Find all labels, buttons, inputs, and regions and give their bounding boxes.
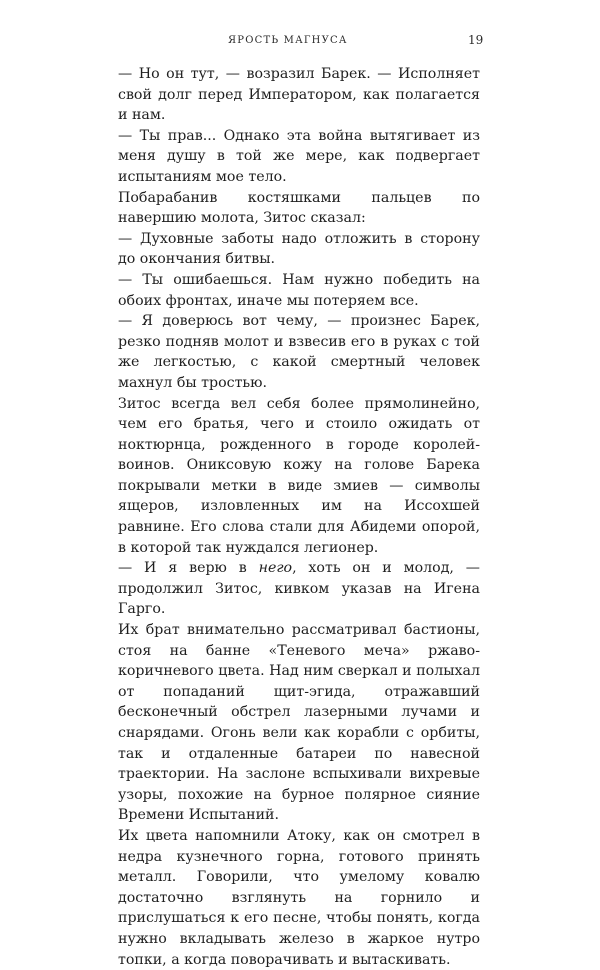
paragraph: Зитос всегда вел себя более прямолинейно, чем его братья, чего и стоило ожидать от ноктюрнца, рожденного в городе королей-воинов. Ониксовую кожу на голове Барека покрывали метки в виде змиев — символы ящеров, изловленных им на Иссохшей равнине. Его слова стали для Абидеми опорой, в которой так нуждался легионер. [118,395,480,556]
page-number: 19 [468,33,484,47]
paragraph: Побарабанив костяшками пальцев по навершию молота, Зитос сказал: [118,189,480,227]
paragraph: — Ты прав... Однако эта война вытягивает из меня душу в той же мере, как подвергает испытаниям мое тело. [118,127,480,185]
emphasis-text: него [258,560,293,577]
paragraph: — Ты ошибаешься. Нам нужно победить на обоих фронтах, иначе мы потеряем все. [118,271,480,309]
paragraph [118,558,480,620]
paragraph: — Но он тут, — возразил Барек. — Исполняет свой долг перед Императором, как полагается и нам. [118,66,480,124]
paragraph: — Я доверюсь вот чему, — произнес Барек, резко подняв молот и взвесив его в руках с той же легкостью, с какой смертный человек махнул бы тростью. [118,313,480,391]
running-title: ЯРОСТЬ МАГНУСА [228,35,348,46]
paragraph: — Духовные заботы надо отложить в сторону до окончания битвы. [118,230,480,268]
body-text [118,64,480,970]
paragraph: Их брат внимательно рассматривал бастионы, стоя на банне «Теневого меча» ржаво-коричневого цвета. Над ним сверкал и полыхал от попаданий щит-эгида, отражавший бесконечный обстрел лазерными лучами и снарядами. Огонь вели как корабли с орбиты, так и отдаленные батареи по навесной траектории. На заслоне вспыхивали вихревые узоры, похожие на бурное полярное сияние Времени Испытаний. [118,622,480,824]
paragraph-text: — И я верю в [118,560,259,577]
paragraph: Их цвета напомнили Атоку, как он смотрел в недра кузнечного горна, готового принять металл. Говорили, что умелому ковалю достаточно взглянуть на горнило и прислушаться к его песне, чтобы понять, когда нужно вкладывать железо в жаркое нутро топки, а когда поворачивать и вытаскивать. [118,827,480,968]
paragraph-text: , хоть он и молод, — продолжил Зитос, кивком указав на Игена Гарго. [118,560,480,618]
